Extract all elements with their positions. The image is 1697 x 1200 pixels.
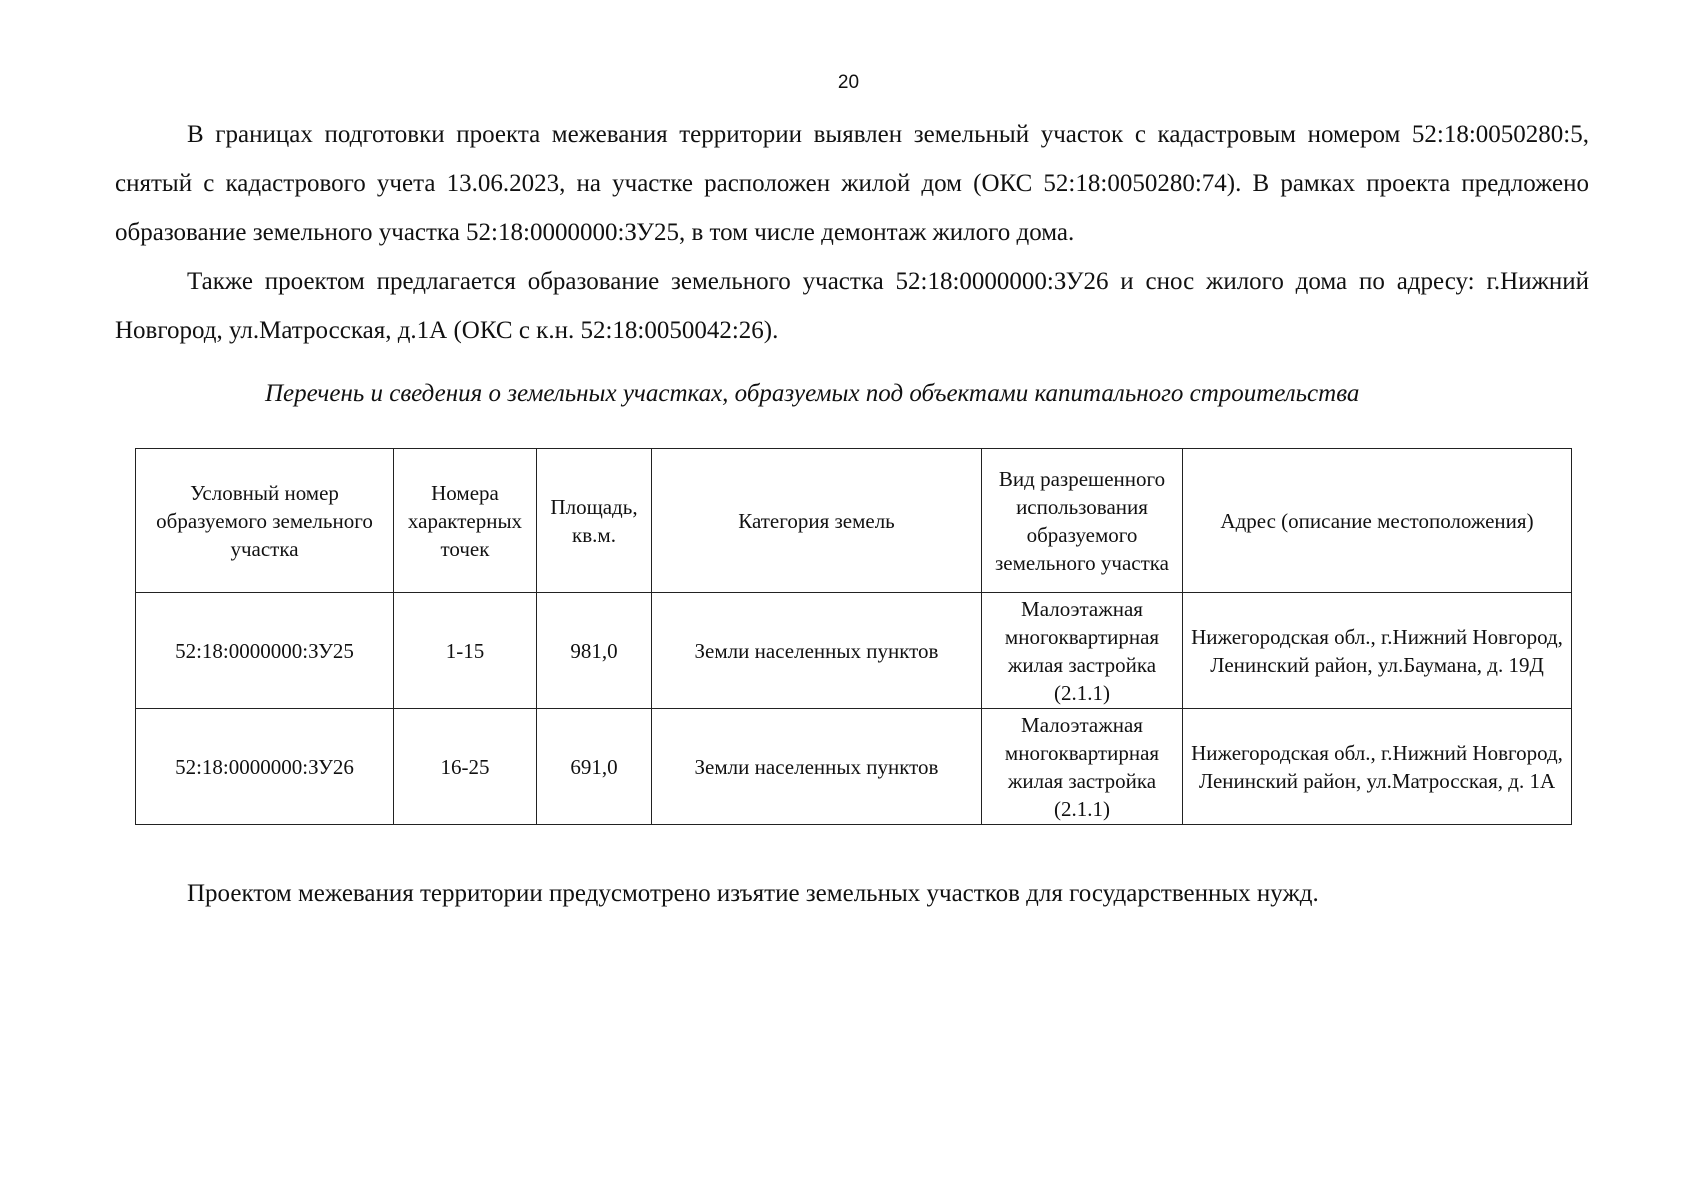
cell-permitted-use: Малоэтажная многоквартирная жилая застройка (2.1.1) <box>982 709 1183 825</box>
header-area: Площадь, кв.м. <box>537 449 652 593</box>
cell-permitted-use: Малоэтажная многоквартирная жилая застройка (2.1.1) <box>982 593 1183 709</box>
cell-address: Нижегородская обл., г.Нижний Новгород, Ленинский район, ул.Баумана, д. 19Д <box>1183 593 1572 709</box>
table-row <box>136 709 1572 825</box>
paragraph-1-text: В границах подготовки проекта межевания территории выявлен земельный участок с кадастровым номером 52:18:0050280:5, снятый с кадастрового учета 13.06.2023, на участке расположен жилой дом (ОКС 52:18:0050280:74). В рамках проекта предложено образование земельного участка 52:18:0000000:ЗУ25, в том числе демонтаж жилого дома. <box>115 121 1589 246</box>
header-land-category: Категория земель <box>652 449 982 593</box>
header-permitted-use: Вид разрешенного использования образуемого земельного участка <box>982 449 1183 593</box>
cell-area: 981,0 <box>537 593 652 709</box>
header-point-numbers: Номера характерных точек <box>394 449 537 593</box>
header-plot-number: Условный номер образуемого земельного участка <box>136 449 394 593</box>
cell-plot-number: 52:18:0000000:ЗУ25 <box>136 593 394 709</box>
paragraph-1 <box>115 110 1589 257</box>
paragraph-2-text: Также проектом предлагается образование земельного участка 52:18:0000000:ЗУ26 и снос жилого дома по адресу: г.Нижний Новгород, ул.Матросская, д.1А (ОКС с к.н. 52:18:0050042:26). <box>115 268 1589 344</box>
paragraph-3: Проектом межевания территории предусмотрено изъятие земельных участков для государственных нужд. <box>187 880 1319 907</box>
cell-point-numbers: 1-15 <box>394 593 537 709</box>
cell-land-category: Земли населенных пунктов <box>652 709 982 825</box>
page-number: 20 <box>837 72 860 93</box>
paragraph-2 <box>115 257 1589 355</box>
cell-point-numbers: 16-25 <box>394 709 537 825</box>
table-header-row <box>136 449 1572 593</box>
cell-plot-number: 52:18:0000000:ЗУ26 <box>136 709 394 825</box>
table-row <box>136 593 1572 709</box>
header-address: Адрес (описание местоположения) <box>1183 449 1572 593</box>
land-plots-table <box>135 448 1572 825</box>
cell-land-category: Земли населенных пунктов <box>652 593 982 709</box>
cell-area: 691,0 <box>537 709 652 825</box>
cell-address: Нижегородская обл., г.Нижний Новгород, Ленинский район, ул.Матросская, д. 1А <box>1183 709 1572 825</box>
table-caption: Перечень и сведения о земельных участках, образуемых под объектами капитального строительства <box>265 380 1360 407</box>
